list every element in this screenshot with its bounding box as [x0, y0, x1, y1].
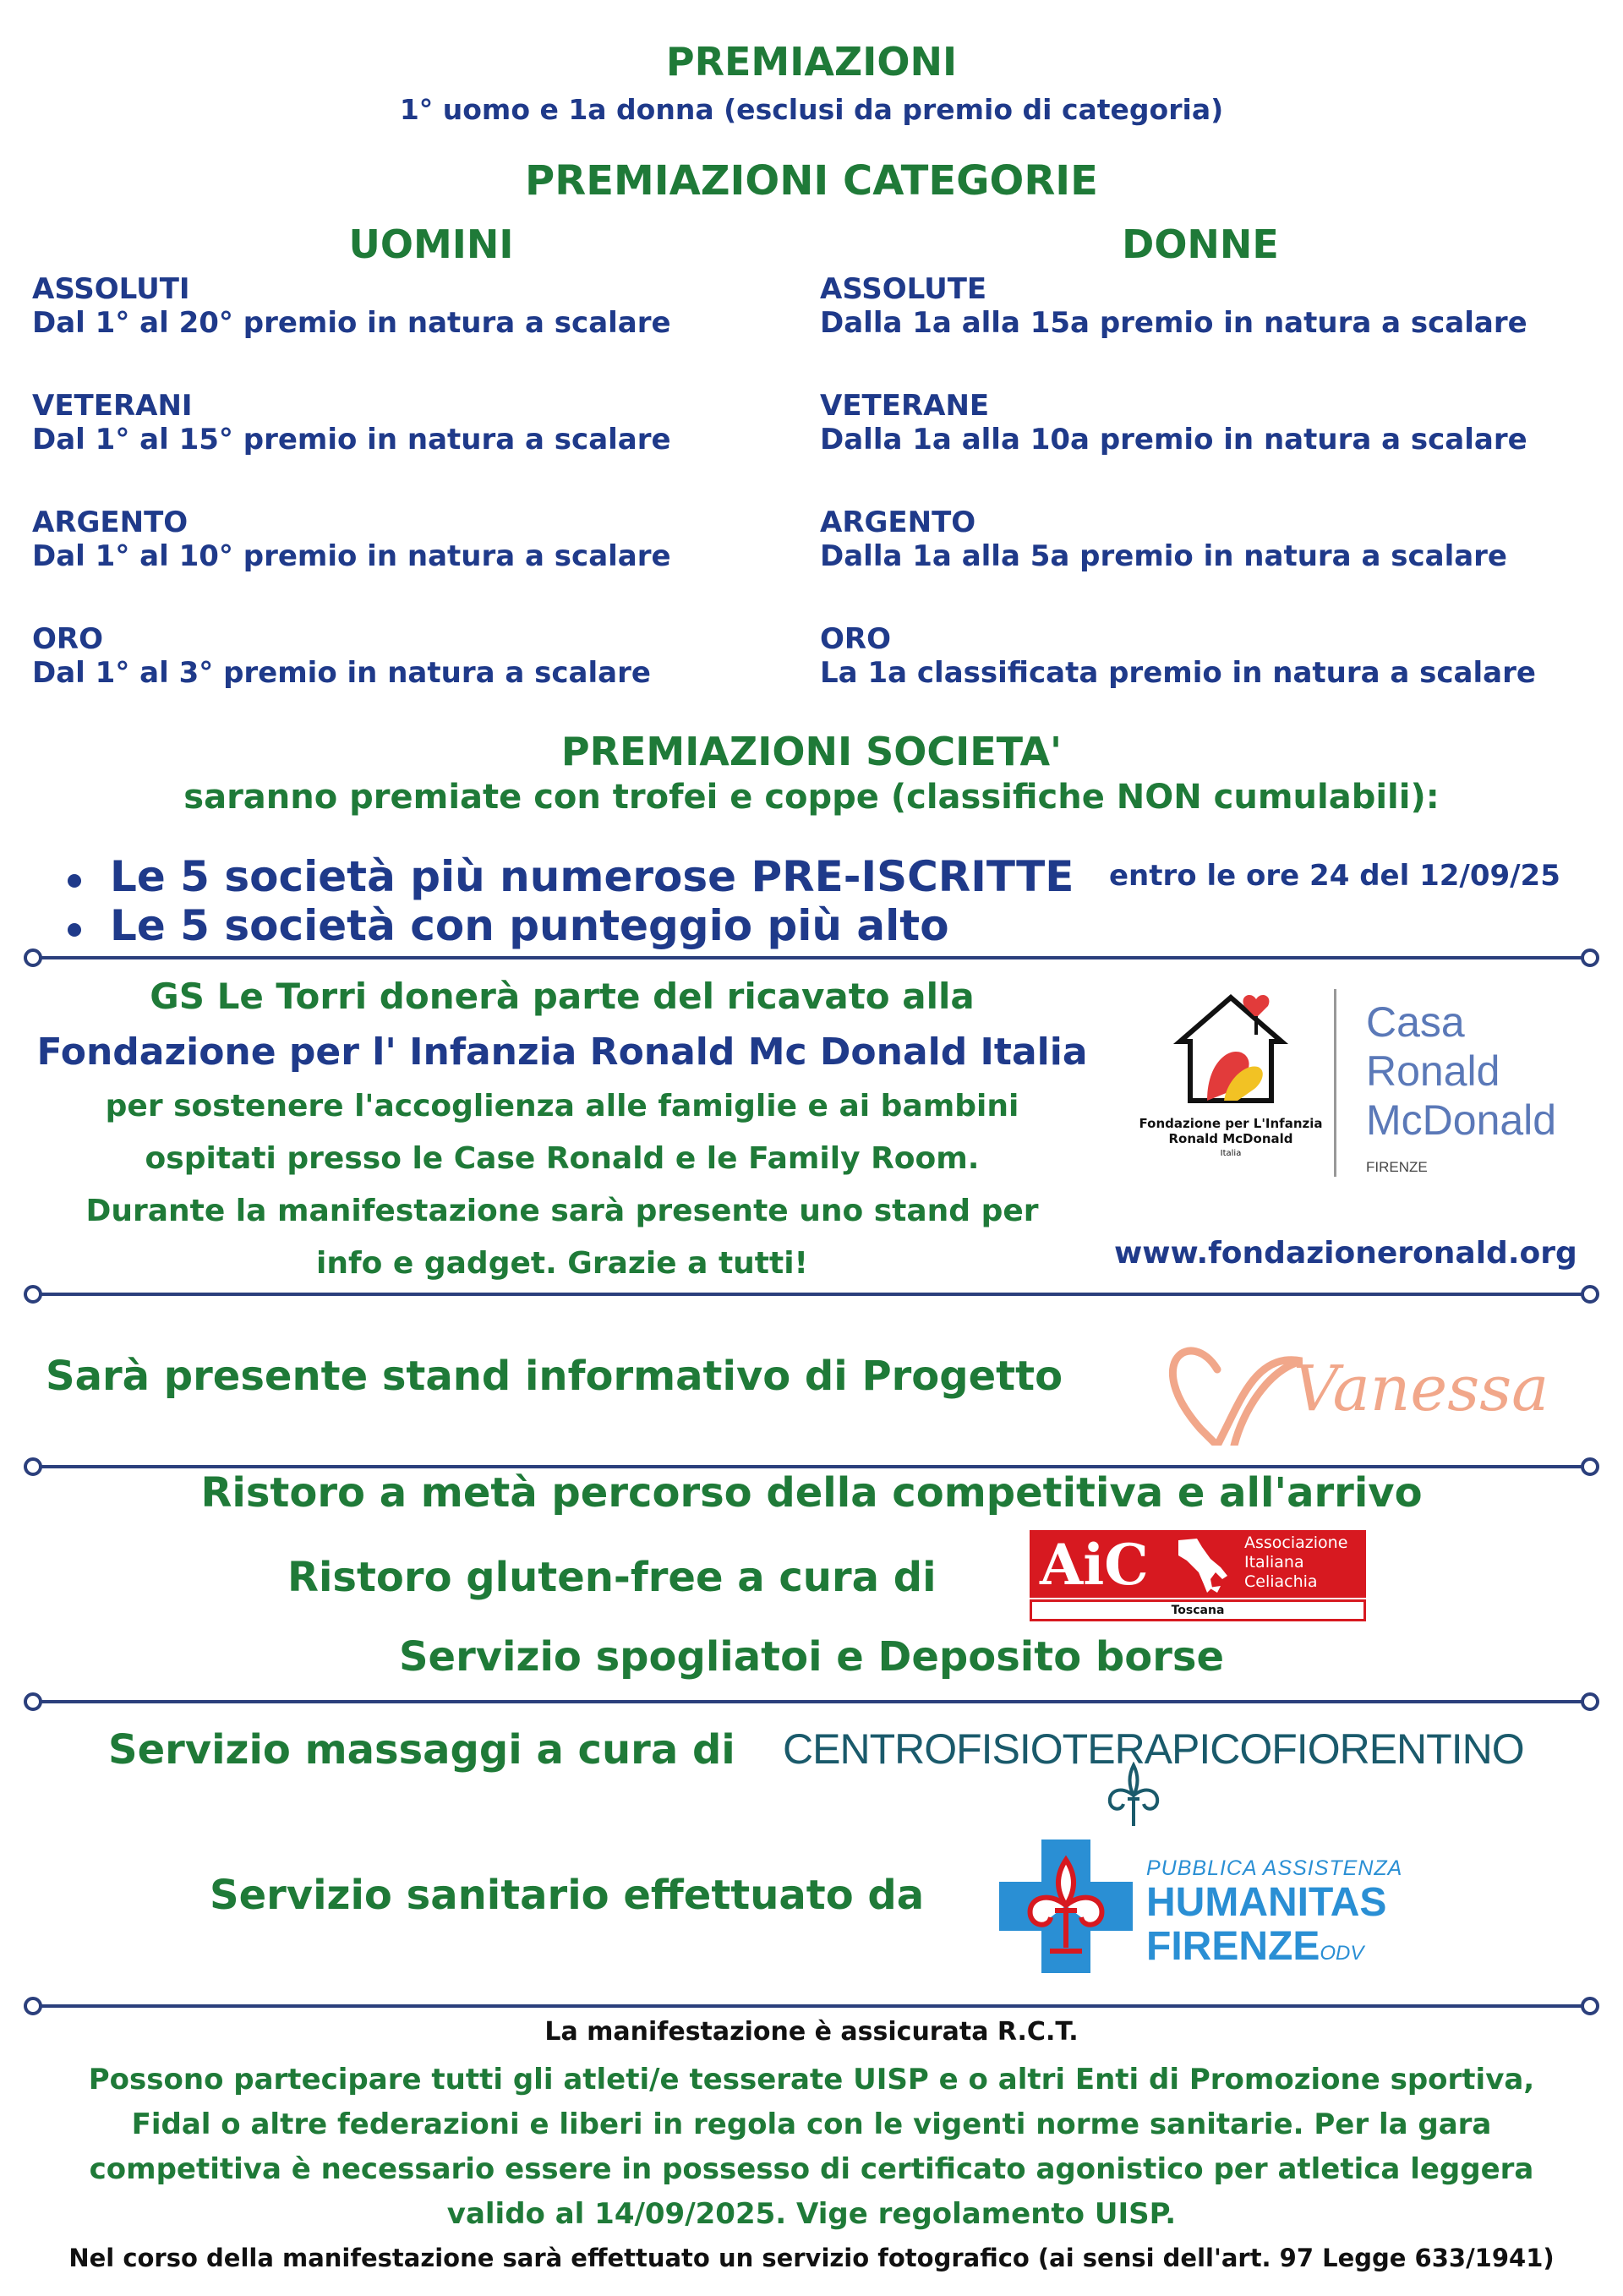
men-header: UOMINI	[348, 221, 514, 267]
rules-line: valido al 14/09/2025. Vige regolamento UISP.	[446, 2197, 1177, 2231]
category-detail: Dal 1° al 10° premio in natura a scalare	[32, 539, 671, 573]
ronald-text	[17, 969, 1107, 1290]
humanitas-cross-icon	[999, 1840, 1133, 1973]
premiazioni-subtitle: 1° uomo e 1a donna (esclusi da premio di categoria)	[399, 93, 1224, 126]
aic-abbr: AiC	[1040, 1532, 1149, 1598]
ronald-house-icon	[1129, 982, 1332, 1109]
logo-separator	[1334, 989, 1336, 1177]
aic-name-line: Celiachia	[1244, 1572, 1318, 1591]
vanessa-text: Sarà presente stand informativo di Progetto	[46, 1353, 1063, 1400]
men-category	[32, 506, 671, 622]
bullet-text: Le 5 società più numerose PRE-ISCRITTE	[110, 852, 1074, 901]
men-category	[32, 622, 671, 690]
category-name: ORO	[32, 622, 103, 656]
divider	[24, 955, 1599, 960]
ronald-line: Durante la manifestazione sarà presente uno stand per	[85, 1194, 1039, 1228]
ronald-website-link[interactable]: www.fondazioneronald.org	[1114, 1236, 1577, 1271]
humanitas-line3-wrap	[1146, 1925, 1402, 1976]
aic-name-line: Associazione	[1244, 1533, 1348, 1552]
category-detail: Dal 1° al 20° premio in natura a scalare	[32, 306, 671, 340]
category-name: ORO	[820, 622, 891, 656]
categorie-title: PREMIAZIONI CATEGORIE	[525, 157, 1098, 205]
photo-notice: Nel corso della manifestazione sarà effettuato un servizio fotografico (ai sensi dell'art. 97 Legge 633/1941)	[68, 2244, 1555, 2272]
category-name: ASSOLUTE	[820, 272, 987, 306]
sanitario-text: Servizio sanitario effettuato da	[210, 1872, 925, 1919]
aic-name-line: Italiana	[1244, 1553, 1304, 1572]
category-detail: Dalla 1a alla 15a premio in natura a scalare	[820, 306, 1527, 340]
premiazioni-title: PREMIAZIONI	[665, 39, 958, 85]
category-name: ASSOLUTI	[32, 272, 190, 306]
category-name: ARGENTO	[820, 506, 976, 539]
category-detail: Dal 1° al 3° premio in natura a scalare	[32, 656, 651, 690]
women-category	[820, 622, 1536, 690]
ristoro-line1: Ristoro a metà percorso della competitiva e all'arrivo	[200, 1469, 1423, 1517]
italy-map-icon	[1172, 1535, 1231, 1596]
caption-line: Italia	[1220, 1149, 1242, 1158]
category-name: VETERANE	[820, 389, 990, 423]
caption-line: Fondazione per L'Infanzia	[1139, 1116, 1323, 1131]
massaggi-text: Servizio massaggi a cura di	[108, 1726, 735, 1774]
women-header: DONNE	[1122, 221, 1279, 267]
divider	[24, 1699, 1599, 1704]
humanitas-suffix: ODV	[1320, 1942, 1364, 1965]
rules-line: competitiva è necessario essere in possesso di certificato agonistico per atletica leggera	[89, 2152, 1534, 2186]
ristoro-line3: Servizio spogliatoi e Deposito borse	[398, 1633, 1225, 1681]
women-category	[820, 506, 1536, 622]
ronald-line: info e gadget. Grazie a tutti!	[316, 1246, 808, 1281]
bullet-note: entro le ore 24 del 12/09/25	[1109, 859, 1560, 893]
vanessa-logo-text: Vanessa	[1293, 1353, 1549, 1425]
men-category	[32, 272, 671, 389]
bullet-item	[59, 852, 1074, 901]
rules-line: Possono partecipare tutti gli atleti/e tesserate UISP e o altri Enti di Promozione sportiva,	[88, 2063, 1535, 2096]
caption-line: Ronald McDonald	[1168, 1131, 1293, 1146]
ronald-line: per sostenere l'accoglienza alle famiglie e ai bambini	[105, 1089, 1019, 1123]
aic-region: Toscana	[1030, 1599, 1366, 1621]
category-name: ARGENTO	[32, 506, 189, 539]
aic-name	[1244, 1533, 1347, 1592]
societa-bullets	[59, 852, 1074, 950]
women-category	[820, 389, 1536, 506]
men-categories	[32, 272, 671, 690]
humanitas-line3: FIRENZE	[1146, 1924, 1320, 1969]
divider	[24, 2004, 1599, 2009]
casa-line: Casa	[1366, 998, 1465, 1046]
humanitas-logo-mark	[999, 1840, 1133, 1973]
ronald-logo-caption	[1129, 1116, 1332, 1162]
bullet-text: Le 5 società con punteggio più alto	[110, 901, 949, 950]
category-detail: Dalla 1a alla 5a premio in natura a scalare	[820, 539, 1507, 573]
divider	[24, 1292, 1599, 1297]
insurance-text: La manifestazione è assicurata R.C.T.	[544, 2017, 1079, 2047]
bullet-item	[59, 901, 1074, 950]
category-detail: Dalla 1a alla 10a premio in natura a scalare	[820, 423, 1527, 456]
women-categories	[820, 272, 1536, 690]
rules-line: Fidal o altre federazioni e liberi in regola con le vigenti norme sanitarie. Per la gara	[131, 2107, 1492, 2141]
category-detail: La 1a classificata premio in natura a scalare	[820, 656, 1536, 690]
casa-city: FIRENZE	[1366, 1159, 1428, 1175]
casa-ronald-logo	[1366, 998, 1556, 1182]
vanessa-logo	[1167, 1319, 1572, 1446]
rules-text	[0, 2058, 1623, 2237]
ronald-line: Fondazione per l' Infanzia Ronald Mc Donald Italia	[36, 1030, 1088, 1074]
humanitas-logo-text	[1146, 1856, 1402, 1976]
humanitas-line1: PUBBLICA ASSISTENZA	[1146, 1856, 1403, 1880]
casa-line: Ronald	[1366, 1047, 1500, 1095]
societa-subtitle: saranno premiate con trofei e coppe (classifiche NON cumulabili):	[183, 778, 1440, 817]
casa-line: McDonald	[1366, 1096, 1557, 1144]
men-category	[32, 389, 671, 506]
fisioterapico-logo-text: CENTROFISIOTERAPICOFIORENTINO	[783, 1725, 1524, 1773]
aic-logo	[1030, 1530, 1366, 1621]
ronald-line: ospitati presso le Case Ronald e le Family Room.	[145, 1141, 980, 1176]
fleur-de-lis-icon	[1104, 1762, 1163, 1829]
ristoro-line2: Ristoro gluten-free a cura di	[287, 1554, 937, 1601]
category-detail: Dal 1° al 15° premio in natura a scalare	[32, 423, 671, 456]
category-name: VETERANI	[32, 389, 193, 423]
ronald-logo	[1129, 982, 1332, 1185]
humanitas-line2: HUMANITAS	[1146, 1880, 1387, 1925]
societa-title: PREMIAZIONI SOCIETA'	[560, 729, 1063, 774]
ronald-line: GS Le Torri donerà parte del ricavato alla	[150, 976, 975, 1017]
women-category	[820, 272, 1536, 389]
